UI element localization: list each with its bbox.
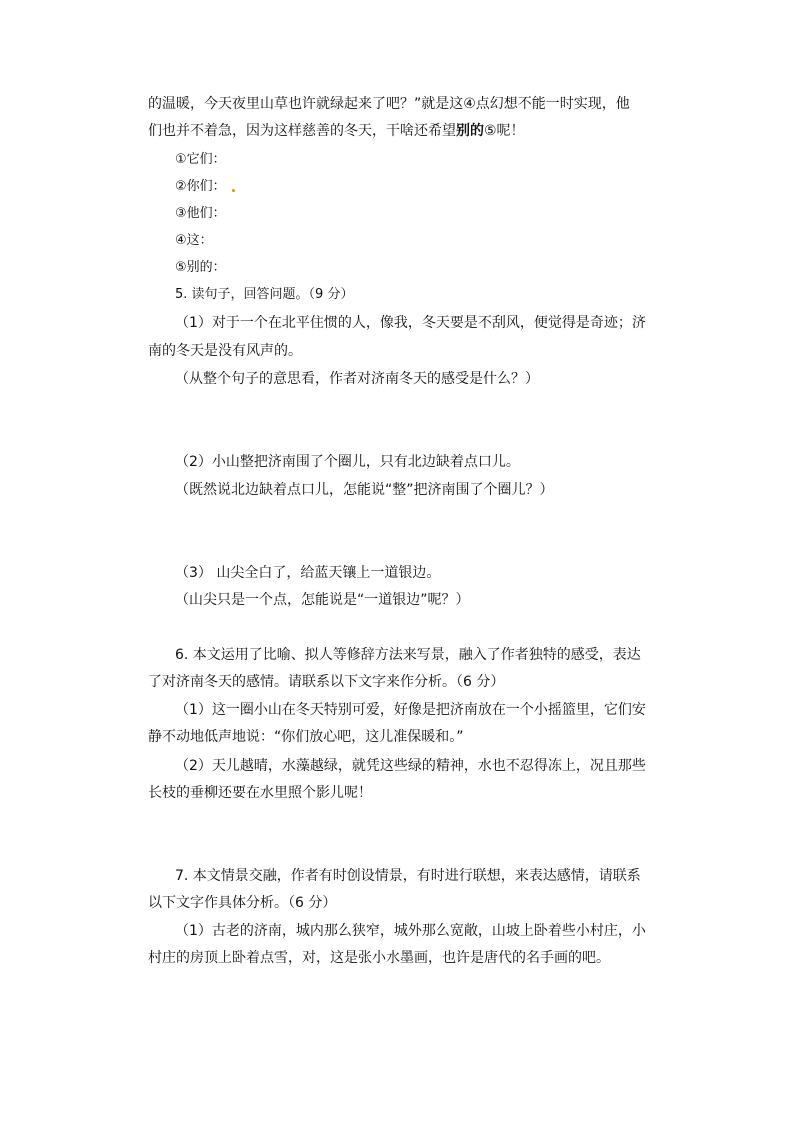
- q5-sentence-3: （3） 山尖全白了，给蓝天镶上一道银边。: [175, 565, 441, 581]
- q4-item-5: ⑤别的：: [175, 260, 226, 275]
- q7-title-line-2: 以下文字作具体分析。（6 分）: [148, 895, 337, 911]
- passage-line-1: 的温暖，今天夜里山草也许就绿起来了吧？”就是这④点幻想不能一时实现，他: [148, 96, 630, 112]
- passage-line-2-pre: 们也并不着急，因为这样慈善的冬天，干啥还希望: [148, 123, 456, 139]
- q5-sentence-1-line-1: （1）对于一个在北平住惯的人，像我，冬天要是不刮风，便觉得是奇迹；济: [175, 315, 646, 331]
- q6-title-line-1: 6. 本文运用了比喻、拟人等修辞方法来写景，融入了作者独特的感受，表达: [175, 647, 641, 663]
- q7-title-line-1: 7. 本文情景交融，作者有时创设情景，有时进行联想，来表达感情，请联系: [175, 868, 641, 884]
- stray-dot-mark: [232, 189, 235, 192]
- passage-line-2-post: ⑤呢！: [484, 123, 525, 139]
- q4-item-3: ③他们：: [175, 206, 226, 221]
- q6-title-line-2: 了对济南冬天的感情。请联系以下文字来作分析。（6 分）: [148, 674, 505, 690]
- q7-sentence-1-line-1: （1）古老的济南，城内那么狭窄，城外那么宽敞，山坡上卧着些小村庄，小: [175, 923, 646, 939]
- passage-line-2-bold: 别的: [456, 123, 484, 139]
- q6-sentence-2-line-1: （2）天儿越晴，水藻越绿，就凭这些绿的精神，水也不忍得冻上，况且那些: [175, 758, 646, 774]
- q4-item-1: ①它们：: [175, 152, 226, 167]
- q5-question-3: （山尖只是一个点，怎能说是“一道银边”呢？）: [175, 592, 470, 608]
- q5-question-1: （从整个句子的意思看，作者对济南冬天的感受是什么？）: [175, 371, 539, 387]
- q5-sentence-1-line-2: 南的冬天是没有风声的。: [148, 343, 302, 359]
- q5-question-2: （既然说北边缺着点口儿，怎能说“整”把济南围了个圈儿？）: [175, 482, 554, 498]
- q4-item-2: ②你们：: [175, 179, 226, 194]
- q6-sentence-2-line-2: 长枝的垂柳还要在水里照个影儿呢！: [148, 785, 372, 801]
- q5-sentence-2: （2）小山整把济南围了个圈儿，只有北边缺着点口儿。: [175, 454, 520, 470]
- q7-sentence-1-line-2: 村庄的房顶上卧着点雪，对，这是张小水墨画，也许是唐代的名手画的吧。: [148, 950, 610, 966]
- passage-line-2: [148, 121, 525, 141]
- q6-sentence-1-line-1: （1）这一圈小山在冬天特别可爱，好像是把济南放在一个小摇篮里，它们安: [175, 702, 646, 718]
- q5-title: 5. 读句子，回答问题。（9 分）: [175, 287, 354, 302]
- q6-sentence-1-line-2: 静不动地低声地说：“你们放心吧，这儿准保暖和。”: [148, 729, 464, 745]
- q4-item-4: ④这：: [175, 233, 213, 248]
